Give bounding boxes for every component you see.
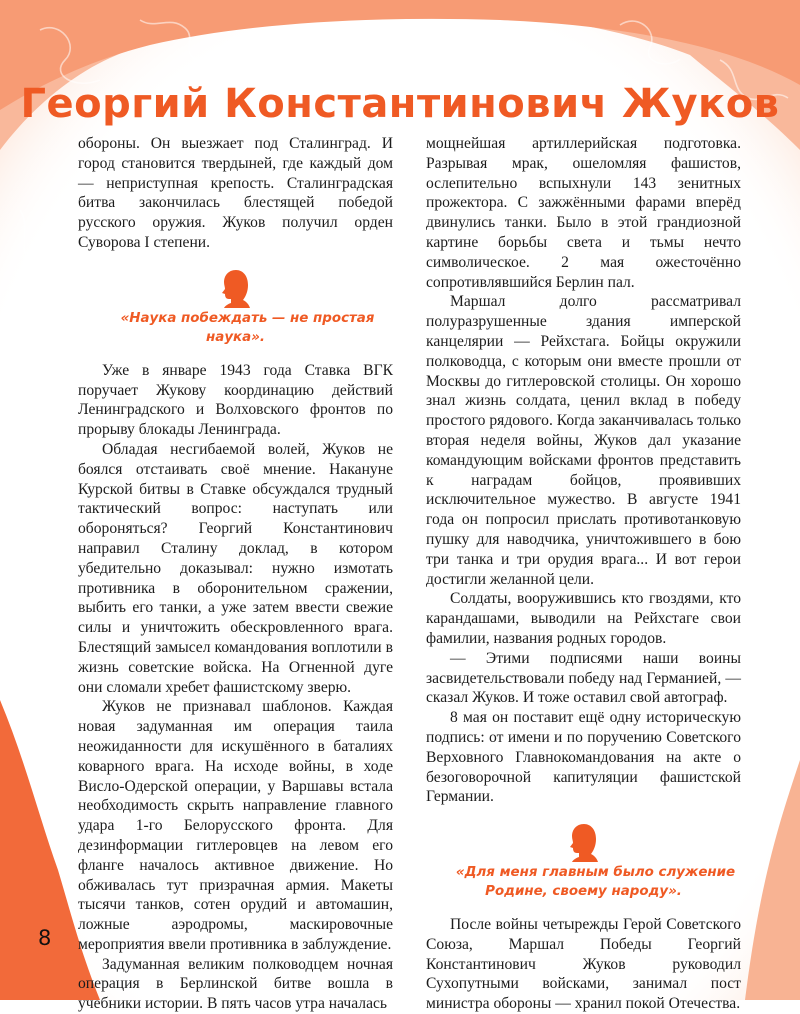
paragraph: 8 мая он поставит ещё одну историческую подпись: от имени и по поручению Советского Верховного Главнокомандования на акте о безоговорочной капитуляции фашистской Германии. bbox=[426, 709, 741, 806]
paragraph: — Этими подписями наши воины засвидетельствовали победу над Германией, — сказал Жуков. И тоже оставил свой автограф. bbox=[426, 649, 741, 707]
profile-silhouette-icon bbox=[426, 823, 741, 863]
paragraph: Жуков не признавал шаблонов. Каждая новая задуманная им операция таила неожиданности для искушённого в баталиях коварного врага. На исходе войны, в ходе Висло-Одерской операции, у Варшавы встала необходимость скрыть направление главного удара 1-го Белорусского фронта. Для дезинформации гитлеровцев на левом его фланге началось активное движение. Но обживалась тут призрачная армия. Макеты тысячи танков, сотен орудий и автомашин, ложные аэродромы, маскировочные мероприятия ввели противника в заблуждение. bbox=[78, 698, 393, 953]
page-number: 8 bbox=[38, 926, 52, 950]
quote: «Наука побеждать — не простая наука». bbox=[120, 310, 375, 345]
left-column bbox=[78, 134, 393, 1014]
paragraph: обороны. Он выезжает под Сталинград. И город становится твердыней, где каждый дом — неприступная крепость. Сталинградская битва закончилась блестящей победой русского оружия. Жуков получил орден Суворова I степени. bbox=[78, 135, 393, 251]
paragraph: Задуманная великим полководцем ночная операция в Берлинской битве вошла в учебники истории. В пять часов утра началась bbox=[78, 955, 393, 1013]
paragraph: Солдаты, вооружившись кто гвоздями, кто карандашами, выводили на Рейхстаге свои фамилии, названия родных городов. bbox=[426, 590, 741, 647]
right-column bbox=[426, 134, 741, 1014]
quote: «Для меня главным было служение Родине, своему народу». bbox=[455, 865, 736, 900]
profile-silhouette-icon bbox=[78, 269, 393, 309]
paragraph: Обладая несгибаемой волей, Жуков не боялся отстаивать своё мнение. Накануне Курской битвы в Ставке обсуждался трудный тактический вопрос: наступать или обороняться? Георгий Константинович направил Сталину доклад, в котором убедительно доказывал: нужно измотать противника в оборонительном сражении, выбить его танки, а уже затем ввести свежие силы и уничтожить обескровленного врага. Блестящий замысел командования воплотили в жизнь советские войска. На Огненной дуге они сломали хребет фашистскому зверю. bbox=[78, 440, 393, 696]
page-title: Георгий Константинович Жуков bbox=[20, 81, 780, 127]
paragraph: Маршал долго рассматривал полуразрушенные здания имперской канцелярии — Рейхстага. Бойцы окружили полководца, с которым они вместе прошли от Москвы до гитлеровской столицы. Он хорошо знал жизнь солдата, ценил вклад в победу простого рядового. Когда заканчивалась только вторая неделя войны, Жуков дал указание командующим войсками фронтов представить к наградам бойцов, проявивших исключительное мужество. В августе 1941 года он попросил прислать противотанковую пушку для наводчика, уничтожившего в бою три танка и три орудия врага... И вот герои достигли желанной цели. bbox=[426, 293, 741, 588]
paragraph: Уже в январе 1943 года Ставка ВГК поручает Жукову координацию действий Ленинградского и Волховского фронтов по прорыву блокады Ленинграда. bbox=[78, 361, 393, 439]
paragraph: мощнейшая артиллерийская подготовка. Разрывая мрак, ошеломляя фашистов, ослепительно вспыхнули 143 зенитных прожектора. С зажжёнными фарами вперёд двинулись танки. Было в этой грандиозной картине борьбы света и тьмы нечто символическое. 2 мая ожесточённо сопротивлявшийся Берлин пал. bbox=[426, 135, 741, 291]
paragraph: После войны четырежды Герой Советского Союза, Маршал Победы Георгий Константинович Жуков руководил Сухопутными войсками, занимал пост министра обороны — хранил покой Отечества. bbox=[426, 916, 741, 1013]
